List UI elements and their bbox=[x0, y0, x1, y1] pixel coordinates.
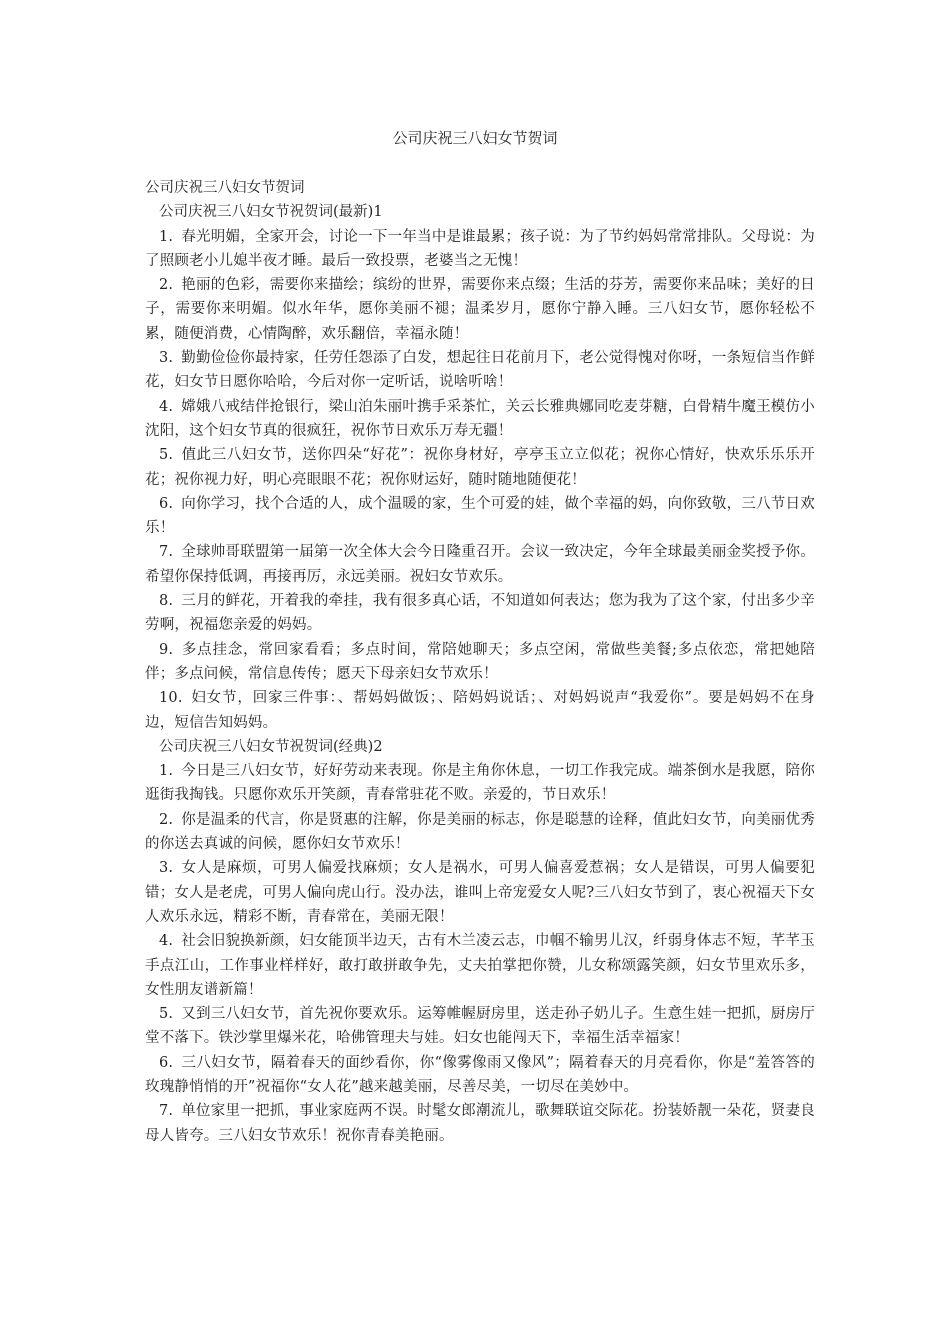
item-number: 1. bbox=[159, 228, 174, 245]
item-number: 7. bbox=[159, 544, 174, 561]
greeting-item bbox=[145, 346, 815, 395]
item-text: 嫦娥八戒结伴抢银行，梁山泊朱丽叶携手采茶忙，关云长雅典娜同吃麦芽糖，白骨精牛魔王模仿小沈阳，这个妇女节真的很疯狂，祝你节日欢乐万寿无疆！ bbox=[145, 398, 815, 439]
greeting-item bbox=[145, 929, 815, 1002]
item-number: 4. bbox=[159, 398, 174, 415]
item-text: 三八妇女节，隔着春天的面纱看你，你“像雾像雨又像风”；隔着春天的月亮看你，你是“羞答答的玫瑰静悄悄的开”祝福你“女人花”越来越美丽，尽善尽美，一切尽在美妙中。 bbox=[145, 1054, 815, 1095]
greeting-item bbox=[145, 1051, 815, 1100]
greeting-list bbox=[145, 225, 815, 735]
item-number: 2. bbox=[159, 277, 174, 294]
item-text: 你是温柔的代言，你是贤惠的注解，你是美丽的标志，你是聪慧的诠释，值此妇女节，向美丽优秀的你送去真诚的问候，愿你妇女节欢乐！ bbox=[145, 811, 815, 853]
section-heading: 公司庆祝三八妇女节祝贺词(经典)2 bbox=[159, 738, 383, 755]
item-number: 3. bbox=[159, 350, 174, 367]
item-text: 妇女节，回家三件事：、帮妈妈做饭；、陪妈妈说话；、对妈妈说声“我爱你”。要是妈妈不在身边，短信告知妈妈。 bbox=[145, 690, 815, 731]
greeting-item bbox=[145, 225, 815, 274]
item-text: 单位家里一把抓，事业家庭两不误。时髦女郎潮流儿，歌舞联谊交际花。扮装娇靓一朵花，贤妻良母人皆夸。三八妇女节欢乐！祝你青春美艳丽。 bbox=[145, 1103, 815, 1144]
item-number: 6. bbox=[159, 495, 174, 512]
greeting-item bbox=[145, 1099, 815, 1148]
greeting-item bbox=[145, 540, 815, 589]
item-number: 7. bbox=[159, 1103, 174, 1120]
greeting-item bbox=[145, 808, 815, 857]
item-text: 三月的鲜花，开着我的牵挂，我有很多真心话，不知道如何表达；您为我为了这个家，付出多少辛劳啊，祝福您亲爱的妈妈。 bbox=[145, 593, 815, 634]
greeting-item bbox=[145, 1002, 815, 1051]
item-number: 4. bbox=[159, 933, 174, 950]
item-text: 多点挂念，常回家看看；多点时间，常陪她聊天；多点空闲，常做些美餐;多点依恋，常把她陪伴；多点问候，常信息传传；愿天下母亲妇女节欢乐！ bbox=[145, 641, 815, 682]
greeting-list bbox=[145, 759, 815, 1148]
document-title: 公司庆祝三八妇女节贺词 bbox=[392, 129, 558, 147]
greeting-item bbox=[145, 856, 815, 929]
item-text: 今日是三八妇女节，好好劳动来表现。你是主角你休息，一切工作我完成。端茶倒水是我愿，陪你逛街我掏钱。只愿你欢乐开笑颜，青春常驻花不败。亲爱的，节日欢乐！ bbox=[145, 763, 815, 804]
section-heading: 公司庆祝三八妇女节祝贺词(最新)1 bbox=[159, 204, 383, 221]
item-number: 10. bbox=[159, 690, 183, 707]
greeting-item bbox=[145, 638, 815, 687]
item-number: 6. bbox=[159, 1054, 174, 1071]
document-body bbox=[145, 176, 815, 1148]
greeting-item bbox=[145, 492, 815, 541]
item-text: 社会旧貌换新颜，妇女能顶半边天，古有木兰凌云志，巾帼不输男儿汉，纤弱身体志不短，芊芊玉手点江山，工作事业样样好，敢打敢拼敢争先，丈夫拍掌把你赞，儿女称颂露笑颜，妇女节里欢乐多，女性朋友谱新篇！ bbox=[145, 933, 815, 998]
item-number: 5. bbox=[159, 1006, 174, 1023]
greeting-item bbox=[145, 589, 815, 638]
document-subtitle: 公司庆祝三八妇女节贺词 bbox=[145, 180, 305, 196]
greeting-item bbox=[145, 395, 815, 444]
item-text: 女人是麻烦，可男人偏爱找麻烦；女人是祸水，可男人偏喜爱惹祸；女人是错误，可男人偏要犯错；女人是老虎，可男人偏向虎山行。没办法，谁叫上帝宠爱女人呢?三八妇女节到了，衷心祝福天下女人欢乐永远，精彩不断，青春常在，美丽无限！ bbox=[145, 860, 815, 925]
greeting-item bbox=[145, 759, 815, 808]
item-text: 值此三八妇女节，送你四朵“好花”：祝你身材好，亭亭玉立立似花；祝你心情好，快欢乐乐乐开花；祝你视力好，明心亮眼眼不花；祝你财运好，随时随地随便花！ bbox=[145, 447, 815, 488]
item-number: 5. bbox=[159, 447, 174, 464]
item-number: 1. bbox=[159, 763, 174, 780]
item-text: 艳丽的色彩，需要你来描绘；缤纷的世界，需要你来点缀；生活的芬芳，需要你来品味；美好的日子，需要你来明媚。似水年华，愿你美丽不褪；温柔岁月，愿你宁静入睡。三八妇女节，愿你轻松不累，随便消费，心情陶醉，欢乐翻倍，幸福永随！ bbox=[145, 277, 815, 342]
item-number: 8. bbox=[159, 593, 174, 610]
greeting-item bbox=[145, 443, 815, 492]
item-number: 2. bbox=[159, 811, 174, 828]
item-text: 勤勤俭俭你最持家，任劳任怨添了白发，想起往日花前月下，老公觉得愧对你呀，一条短信当作鲜花，妇女节日愿你哈哈，今后对你一定听话，说啥听啥！ bbox=[145, 350, 815, 391]
greeting-item bbox=[145, 273, 815, 346]
item-text: 全球帅哥联盟第一届第一次全体大会今日隆重召开。会议一致决定，今年全球最美丽金奖授予你。希望你保持低调，再接再厉，永远美丽。祝妇女节欢乐。 bbox=[145, 544, 815, 585]
item-number: 9. bbox=[159, 641, 174, 658]
item-number: 3. bbox=[159, 860, 174, 877]
item-text: 又到三八妇女节，首先祝你要欢乐。运筹帷幄厨房里，送走孙子奶儿子。生意生娃一把抓，厨房厅堂不落下。铁沙掌里爆米花，哈佛管理夫与娃。妇女也能闯天下，幸福生活幸福家！ bbox=[145, 1006, 815, 1047]
item-text: 向你学习，找个合适的人，成个温暖的家，生个可爱的娃，做个幸福的妈，向你致敬，三八节日欢乐！ bbox=[145, 495, 815, 537]
item-text: 春光明媚，全家开会，讨论一下一年当中是谁最累；孩子说：为了节约妈妈常常排队。父母说：为了照顾老小儿媳半夜才睡。最后一致投票，老婆当之无愧！ bbox=[145, 228, 815, 269]
greeting-item bbox=[145, 686, 815, 735]
